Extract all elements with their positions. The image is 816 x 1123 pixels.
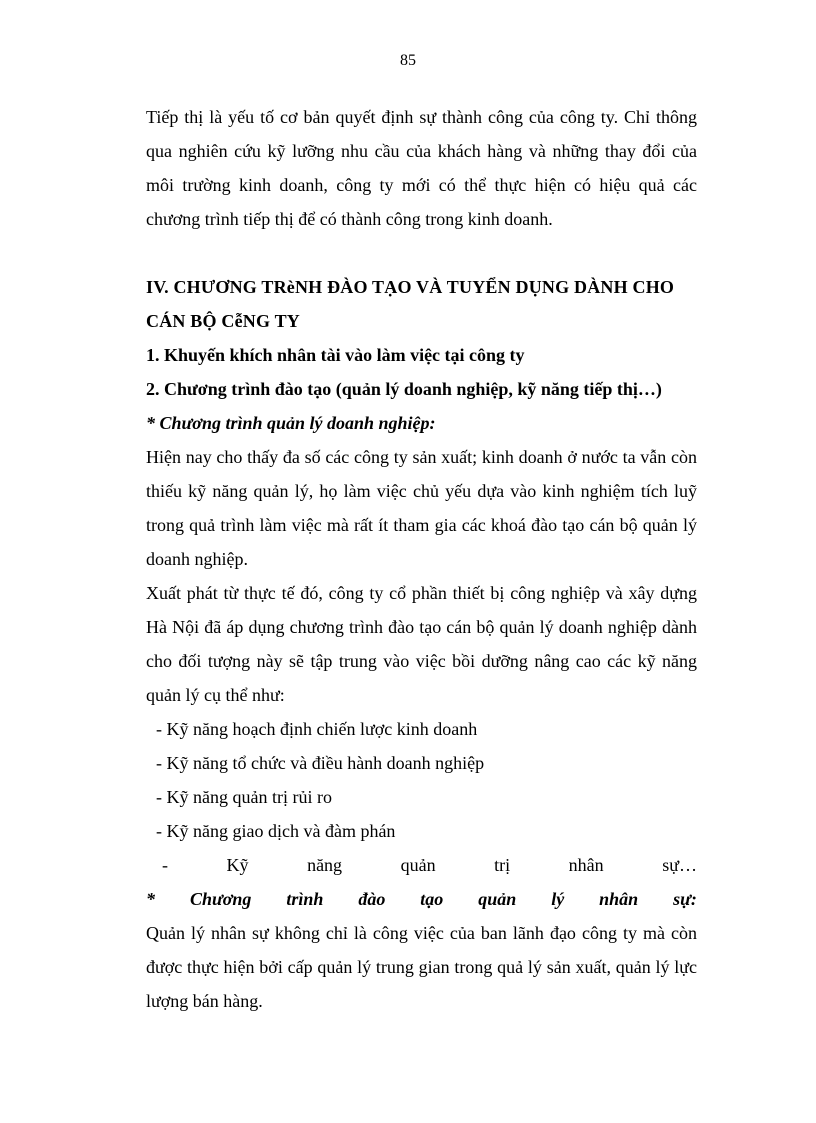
- subheading-2: 2. Chương trình đào tạo (quản lý doanh nghiệp, kỹ năng tiếp thị…): [146, 379, 662, 399]
- spread-word: Chương: [189, 889, 252, 909]
- spread-word: nhân: [568, 855, 604, 875]
- spread-word: Kỹ: [226, 855, 249, 875]
- bullet-item: - Kỹ năng giao dịch và đàm phán: [156, 821, 396, 841]
- paragraph-hr-management: Quản lý nhân sự không chỉ là công việc của ban lãnh đạo công ty mà còn được thực hiện bởi cấp quản lý trung gian trong quả lý sản xuất, quản lý lực lượng bán hàng.: [146, 923, 697, 1011]
- spread-word: quản: [478, 889, 517, 909]
- section-heading: IV. CHƯƠNG TRèNH ĐÀO TẠO VÀ TUYỂN DỤNG DÀNH CHO CÁN BỘ CễNG TY: [146, 277, 675, 331]
- spread-word: tạo: [420, 889, 444, 909]
- spacer: [146, 236, 697, 270]
- spread-word: quản: [400, 855, 436, 875]
- subheading-hr-spread: [146, 882, 697, 916]
- subheading-3: * Chương trình quản lý doanh nghiệp:: [146, 413, 436, 433]
- paragraph-marketing-text: Tiếp thị là yếu tố cơ bản quyết định sự thành công của công ty. Chỉ thông qua nghiên cứu kỹ lưỡng nhu cầu của khách hàng và những thay đổi của môi trường kinh doanh, công ty mới có thể thực hiện có hiệu quả các chương trình tiếp thị để có thành công trong kinh doanh.: [146, 107, 697, 229]
- spread-word: lý: [551, 889, 565, 909]
- spread-word: trình: [286, 889, 324, 909]
- bullet-item: - Kỹ năng tổ chức và điều hành doanh nghiệp: [156, 753, 485, 773]
- spread-word: trị: [494, 855, 511, 875]
- bullet-item: - Kỹ năng hoạch định chiến lược kinh doanh: [156, 719, 478, 739]
- spread-word: *: [146, 889, 155, 909]
- paragraph-marketing: [146, 100, 697, 236]
- document-body: [146, 100, 697, 1018]
- page-number: 85: [400, 52, 416, 69]
- spread-word: năng: [307, 855, 343, 875]
- spread-word: nhân: [599, 889, 639, 909]
- spread-word: -: [162, 855, 168, 875]
- spread-word: sự:: [673, 889, 697, 909]
- paragraph-company-program: Xuất phát từ thực tế đó, công ty cổ phần thiết bị công nghiệp và xây dựng Hà Nội đã áp dụng chương trình đào tạo cán bộ quản lý doanh nghiệp dành cho đối tượng này sẽ tập trung vào việc bồi dưỡng nâng cao các kỹ năng quản lý cụ thể như:: [146, 583, 697, 705]
- spread-word: sự…: [662, 855, 697, 875]
- bullet-item: - Kỹ năng quản trị rủi ro: [156, 787, 332, 807]
- spread-word: đào: [358, 889, 386, 909]
- subheading-1: 1. Khuyến khích nhân tài vào làm việc tại công ty: [146, 345, 525, 365]
- paragraph-current-state: Hiện nay cho thấy đa số các công ty sản xuất; kinh doanh ở nước ta vẫn còn thiếu kỹ năng quản lý, họ làm việc chủ yếu dựa vào kinh nghiệm tích luỹ trong quả trình làm việc mà rất ít tham gia các khoá đào tạo cán bộ quản lý doanh nghiệp.: [146, 447, 697, 569]
- bullet-item-spread: [146, 848, 697, 882]
